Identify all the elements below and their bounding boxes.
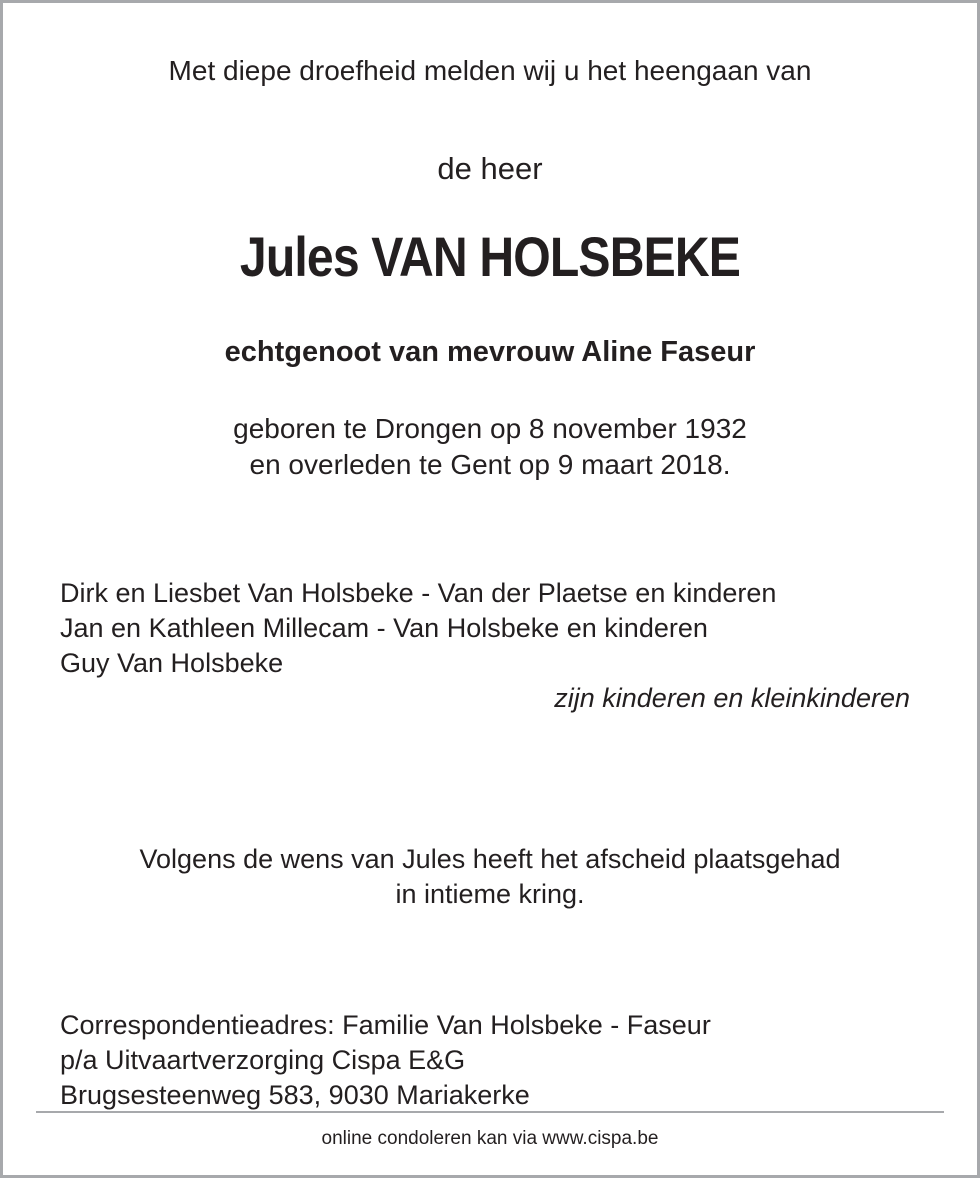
address-line-2: p/a Uitvaartverzorging Cispa E&G (60, 1045, 466, 1075)
family-relation: zijn kinderen en kleinkinderen (554, 683, 910, 713)
correspondence-address (60, 1008, 711, 1113)
deceased-name: Jules VAN HOLSBEKE (239, 225, 741, 288)
intro-text: Met diepe droefheid melden wij u het heengaan van (168, 55, 812, 86)
farewell-line-2: in intieme kring. (395, 879, 585, 909)
address-line-1: Correspondentieadres: Familie Van Holsbeke - Faseur (60, 1010, 711, 1040)
family-member: Dirk en Liesbet Van Holsbeke - Van der Plaetse en kinderen (60, 578, 777, 608)
family-member: Jan en Kathleen Millecam - Van Holsbeke en kinderen (60, 613, 708, 643)
footer-divider (36, 1111, 944, 1113)
family-member: Guy Van Holsbeke (60, 648, 284, 678)
farewell-line-1: Volgens de wens van Jules heeft het afscheid plaatsgehad (139, 844, 841, 874)
family-list (60, 576, 776, 681)
birth-line: geboren te Drongen op 8 november 1932 (233, 413, 747, 444)
address-line-3: Brugsesteenweg 583, 9030 Mariakerke (60, 1080, 530, 1110)
farewell-notice (0, 842, 980, 912)
spouse-line: echtgenoot van mevrouw Aline Faseur (224, 336, 756, 368)
death-line: en overleden te Gent op 9 maart 2018. (249, 449, 731, 480)
honorific: de heer (437, 151, 543, 186)
birth-death-dates (0, 411, 980, 483)
online-condolence-note: online condoleren kan via www.cispa.be (321, 1128, 659, 1149)
